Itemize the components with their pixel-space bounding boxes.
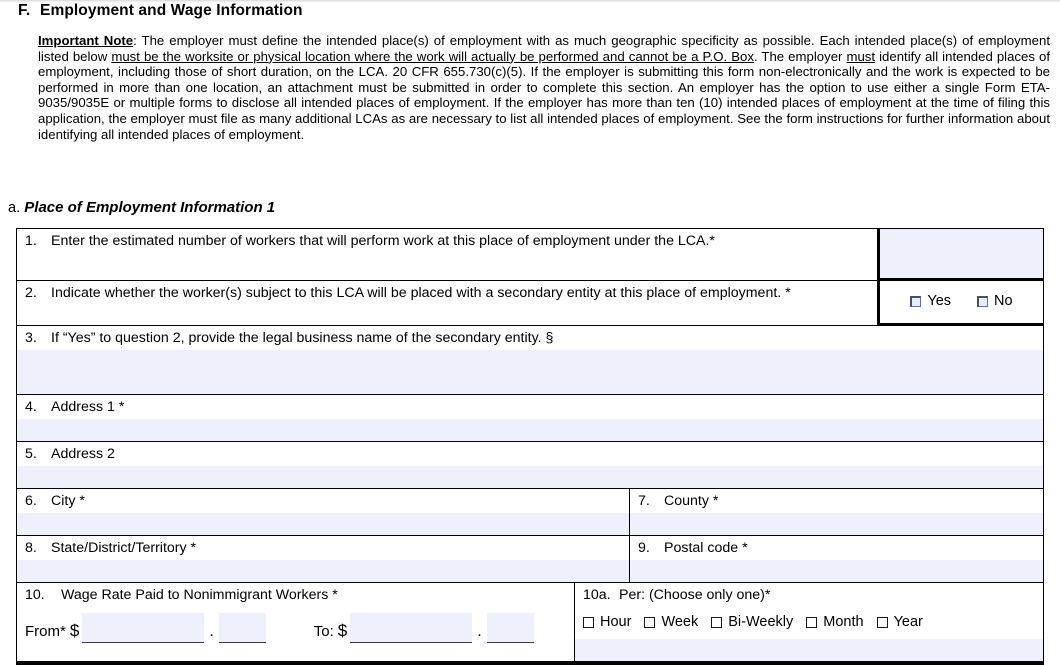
- question-7-cell: [630, 489, 1043, 535]
- question-2-option-yes-label: Yes: [927, 293, 952, 309]
- subsection-heading: [8, 199, 275, 216]
- subsection-letter: a.: [8, 200, 21, 216]
- question-2-option-no-label: No: [994, 293, 1013, 309]
- question-6-input[interactable]: [17, 513, 629, 535]
- question-10a-label: Per: (Choose only one)*: [619, 587, 771, 603]
- currency-symbol-icon: $: [69, 621, 80, 640]
- note-part-3: identify all intended places of employment, including those of short duration, on the LCA. 20 CFR 655.730(c)(5). If the employer is submitting this form non-electronically and the work is expected to be performed in more than one location, an attachment must be submitted in order to complete this section. An employer has the option to use either a single Form ETA-9035/9035E or multiple forms to disclose all intended places of employment. If the employer has more than ten (10) intended places of employment at the time of filing this application, the employer must file as many additional LCAs as are necessary to list all intended places of employment. See the form instructions for further information about identifying all intended places of employment.: [38, 48, 1051, 142]
- question-8-input[interactable]: [17, 560, 629, 582]
- question-8-label-cell: [17, 536, 629, 560]
- per-option-hour[interactable]: [583, 614, 631, 630]
- wage-to-cents-input[interactable]: [487, 613, 534, 643]
- question-4-number: 4.: [25, 399, 37, 415]
- question-6-label: City *: [51, 493, 85, 509]
- wage-from-decimal-separator: .: [209, 623, 214, 640]
- question-10-label: Wage Rate Paid to Nonimmigrant Workers *: [61, 587, 338, 603]
- checkbox-icon[interactable]: [806, 617, 817, 628]
- question-10a-number: 10a.: [583, 587, 611, 603]
- question-8-label: State/District/Territory *: [51, 540, 197, 556]
- questions-6-7-row: [17, 489, 1043, 536]
- question-9-cell: [630, 536, 1043, 582]
- question-7-input[interactable]: [630, 513, 1043, 535]
- checkbox-icon[interactable]: [583, 617, 594, 628]
- subsection-title-text: Place of Employment Information 1: [24, 199, 276, 216]
- question-5-label-cell: [17, 442, 1043, 466]
- wage-from-cents-input[interactable]: [219, 613, 266, 643]
- question-10-cell: [17, 583, 575, 661]
- wage-from-group: [25, 613, 266, 643]
- wage-to-decimal-separator: .: [477, 623, 482, 640]
- place-of-employment-table: [16, 228, 1044, 665]
- note-part-1: : The employer must define the intended place(s) of employment with as much geographic specificity as possible. Each intended place(s) of employment listed below: [38, 33, 1050, 64]
- per-option-year-label: Year: [893, 614, 923, 630]
- question-4-row: [17, 395, 1043, 442]
- question-10a-fill-area: [575, 639, 1043, 661]
- checkbox-icon[interactable]: [877, 617, 888, 628]
- question-3-label: If “Yes” to question 2, provide the legal business name of the secondary entity. §: [51, 330, 554, 346]
- question-6-number: 6.: [25, 493, 37, 509]
- rows-1-2-question-column: [17, 229, 877, 325]
- question-3-row: [17, 326, 1043, 395]
- questions-8-9-row: [17, 536, 1043, 583]
- question-9-input[interactable]: [630, 560, 1043, 582]
- question-9-label: Postal code *: [664, 540, 748, 556]
- per-option-week[interactable]: [644, 614, 698, 630]
- currency-symbol-icon: $: [337, 621, 348, 640]
- note-part-2: . The employer: [753, 48, 847, 64]
- per-option-bi-weekly[interactable]: [711, 614, 793, 630]
- checkbox-icon[interactable]: [910, 296, 921, 307]
- question-1-label: Enter the estimated number of workers that will perform work at this place of employment under the LCA.*: [51, 233, 715, 249]
- question-2-cell: [17, 281, 877, 325]
- questions-10-10a-row: [17, 583, 1043, 661]
- per-option-month[interactable]: [806, 614, 863, 630]
- per-option-hour-label: Hour: [600, 614, 632, 630]
- question-5-label: Address 2: [51, 446, 115, 462]
- section-heading: [18, 2, 303, 20]
- important-note-paragraph: [38, 33, 1050, 142]
- question-9-label-cell: [630, 536, 1043, 560]
- question-7-label-cell: [630, 489, 1043, 513]
- per-option-month-label: Month: [823, 614, 864, 630]
- important-note-label: Important Note: [38, 33, 134, 48]
- note-underline-1: must be the worksite or physical location where the work will actually be performed and cannot be a P.O. Box: [111, 48, 754, 64]
- section-letter: F.: [18, 2, 31, 19]
- question-3-input[interactable]: [17, 350, 1043, 394]
- rows-1-2-group: [17, 229, 1043, 326]
- per-option-week-label: Week: [661, 614, 699, 630]
- note-underline-2: must: [846, 48, 876, 64]
- question-2-number: 2.: [25, 285, 37, 301]
- question-8-number: 8.: [25, 540, 37, 556]
- question-5-row: [17, 442, 1043, 489]
- question-3-label-cell: [17, 326, 1043, 350]
- wage-to-group: [314, 613, 534, 643]
- question-7-label: County *: [664, 493, 719, 509]
- question-4-label-cell: [17, 395, 1043, 419]
- per-option-bi-weekly-label: Bi-Weekly: [728, 614, 794, 630]
- question-10a-options: [583, 614, 923, 630]
- checkbox-icon[interactable]: [977, 296, 988, 307]
- section-title-text: Employment and Wage Information: [40, 2, 303, 19]
- wage-range-inputs: [17, 613, 574, 661]
- question-9-number: 9.: [638, 540, 650, 556]
- wage-from-label: From*: [25, 623, 66, 640]
- question-6-cell: [17, 489, 630, 535]
- question-2-option-yes[interactable]: [910, 293, 951, 309]
- question-10-label-wrap: [17, 583, 574, 605]
- wage-to-label: To:: [313, 623, 334, 640]
- checkbox-icon[interactable]: [644, 617, 655, 628]
- wage-to-dollars-input[interactable]: [350, 613, 472, 643]
- question-2-answer-group: [880, 281, 1043, 325]
- question-4-label: Address 1 *: [51, 399, 125, 415]
- per-option-year[interactable]: [877, 614, 923, 630]
- question-10a-label-wrap: [575, 583, 1043, 605]
- wage-from-dollars-input[interactable]: [82, 613, 204, 643]
- checkbox-icon[interactable]: [711, 617, 722, 628]
- question-4-input[interactable]: [17, 419, 1043, 441]
- question-6-label-cell: [17, 489, 629, 513]
- question-3-number: 3.: [25, 330, 37, 346]
- question-10-number: 10.: [25, 587, 45, 603]
- question-2-option-no[interactable]: [977, 293, 1013, 309]
- question-5-number: 5.: [25, 446, 37, 462]
- rows-1-2-answer-column: [877, 229, 1043, 325]
- question-1-input[interactable]: [880, 229, 1043, 281]
- question-5-input[interactable]: [17, 466, 1043, 488]
- question-7-number: 7.: [638, 493, 650, 509]
- question-8-cell: [17, 536, 630, 582]
- question-10a-cell: [575, 583, 1043, 661]
- question-1-cell: [17, 229, 877, 281]
- question-2-label: Indicate whether the worker(s) subject to this LCA will be placed with a secondary entity at this place of employment. *: [51, 285, 791, 301]
- question-1-number: 1.: [25, 233, 37, 249]
